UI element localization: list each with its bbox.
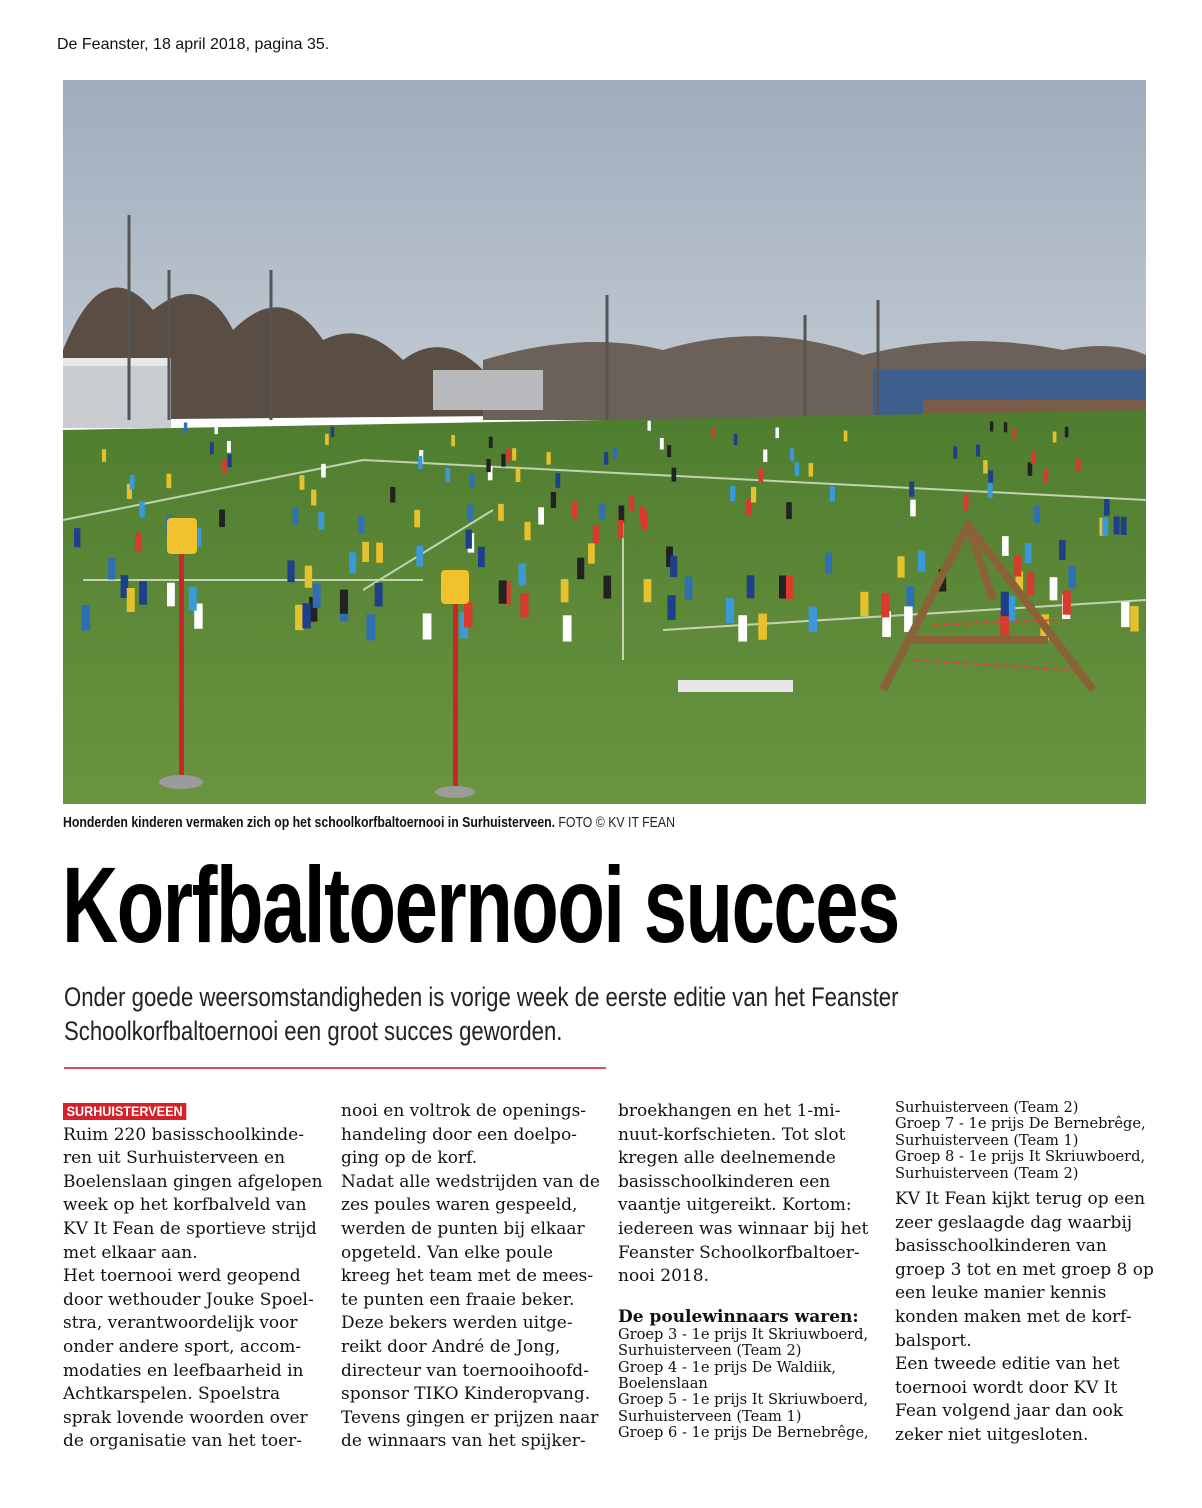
player bbox=[418, 456, 422, 469]
player bbox=[470, 474, 475, 488]
player bbox=[918, 551, 925, 572]
player bbox=[639, 507, 645, 524]
player bbox=[910, 500, 916, 517]
player bbox=[1068, 566, 1075, 588]
text-line: Fean volgend jaar dan ook bbox=[895, 1401, 1124, 1422]
player bbox=[983, 460, 987, 473]
player bbox=[790, 448, 794, 460]
player bbox=[1121, 602, 1129, 627]
text-line: week op het korfbalveld van bbox=[63, 1195, 307, 1216]
text-line: KV It Fean de sportieve strijd bbox=[63, 1218, 317, 1239]
player bbox=[1027, 572, 1035, 595]
player bbox=[184, 423, 187, 433]
player bbox=[825, 553, 832, 574]
text-line: opgeteld. Van elke poule bbox=[341, 1242, 554, 1263]
photo-caption bbox=[63, 814, 675, 831]
text-line: basisschoolkinderen van bbox=[895, 1236, 1107, 1257]
player bbox=[1114, 516, 1120, 534]
text-line: directeur van toernooihoofd- bbox=[341, 1360, 589, 1381]
column-2 bbox=[341, 1100, 603, 1454]
player bbox=[102, 449, 106, 461]
player bbox=[1053, 432, 1057, 443]
player bbox=[1065, 427, 1069, 438]
player bbox=[988, 483, 993, 498]
list-item: Surhuisterveen (Team 1) bbox=[895, 1131, 1079, 1149]
player bbox=[1031, 451, 1035, 464]
player bbox=[603, 576, 611, 599]
intro bbox=[64, 980, 899, 1048]
player bbox=[881, 593, 889, 617]
player bbox=[519, 563, 526, 585]
player bbox=[423, 613, 432, 639]
korfbal-field-photo bbox=[63, 80, 1146, 804]
player bbox=[599, 503, 605, 520]
player bbox=[963, 494, 968, 510]
player bbox=[672, 468, 677, 482]
player bbox=[588, 543, 595, 563]
player bbox=[321, 464, 326, 478]
player bbox=[763, 450, 767, 462]
text-line: stra, verantwoordelijk voor bbox=[63, 1313, 298, 1334]
player bbox=[685, 577, 693, 600]
player bbox=[300, 475, 305, 490]
text-line: Boelenslaan gingen afgelopen bbox=[63, 1171, 323, 1192]
body-text bbox=[618, 1100, 880, 1289]
player bbox=[318, 512, 324, 530]
player bbox=[953, 446, 957, 458]
player bbox=[414, 510, 420, 527]
player bbox=[486, 459, 490, 472]
player bbox=[795, 462, 800, 476]
player bbox=[844, 431, 848, 442]
player bbox=[362, 542, 369, 562]
player bbox=[726, 598, 734, 623]
player bbox=[1004, 422, 1007, 432]
player bbox=[390, 487, 395, 503]
player bbox=[1002, 536, 1009, 556]
player bbox=[466, 530, 472, 549]
list-item: Boelenslaan bbox=[618, 1374, 708, 1392]
player bbox=[375, 583, 383, 607]
player bbox=[506, 449, 510, 461]
player bbox=[1043, 469, 1048, 483]
player bbox=[215, 424, 218, 434]
list-item: Surhuisterveen (Team 1) bbox=[618, 1407, 802, 1425]
player bbox=[499, 580, 507, 603]
location-kicker: SURHUISTERVEEN bbox=[63, 1103, 186, 1120]
winners-heading: De poulewinnaars waren: bbox=[618, 1306, 859, 1327]
text-line: de organisatie van het toer- bbox=[63, 1431, 303, 1452]
text-line: Ruim 220 basisschoolkinde- bbox=[63, 1124, 304, 1145]
player bbox=[830, 486, 835, 502]
text-line: nooi en voltrok de openings- bbox=[341, 1101, 587, 1121]
text-line: handeling door een doelpo- bbox=[341, 1124, 577, 1145]
player bbox=[786, 502, 792, 519]
player bbox=[108, 558, 115, 579]
column-1 bbox=[63, 1100, 325, 1454]
player bbox=[498, 504, 504, 521]
player bbox=[758, 614, 767, 640]
player bbox=[512, 448, 516, 460]
text-line: Het toernooi werd geopend bbox=[63, 1266, 301, 1287]
headline: Korfbaltoernooi succes bbox=[62, 844, 899, 965]
player bbox=[1059, 540, 1066, 560]
player bbox=[167, 583, 175, 607]
player bbox=[376, 543, 383, 563]
list-item: Groep 7 - 1e prijs De Bernebrêge, bbox=[895, 1115, 1146, 1133]
intro-line: Schoolkorfbaltoernooi een groot succes geworden. bbox=[64, 1016, 563, 1046]
player bbox=[189, 587, 197, 611]
player bbox=[738, 615, 747, 641]
player bbox=[860, 592, 868, 616]
text-line: kregen alle deelnemende bbox=[618, 1148, 836, 1169]
player bbox=[563, 615, 572, 641]
player bbox=[1014, 555, 1021, 576]
player bbox=[751, 487, 756, 503]
player bbox=[489, 437, 493, 448]
text-line: te punten een fraaie beker. bbox=[341, 1289, 575, 1310]
player bbox=[501, 454, 505, 467]
player bbox=[629, 495, 634, 511]
body-text bbox=[895, 1188, 1157, 1448]
text-line: Tevens gingen er prijzen naar bbox=[341, 1407, 599, 1428]
player bbox=[1076, 458, 1080, 471]
text-line: vaantje uitgereikt. Kortom: bbox=[618, 1195, 852, 1216]
text-line: Een tweede editie van het bbox=[895, 1354, 1120, 1375]
player bbox=[1130, 606, 1139, 632]
intro-line: Onder goede weersomstandigheden is vorige week de eerste editie van het Feanster bbox=[64, 982, 899, 1012]
player bbox=[219, 510, 225, 527]
player bbox=[366, 614, 375, 640]
player bbox=[293, 507, 299, 524]
player bbox=[305, 566, 312, 588]
player bbox=[711, 427, 715, 438]
text-line: iedereen was winnaar bij het bbox=[618, 1218, 869, 1239]
list-item: Surhuisterveen (Team 2) bbox=[895, 1164, 1079, 1182]
text-line: modaties en leefbaarheid in bbox=[63, 1360, 304, 1381]
player bbox=[135, 533, 141, 552]
player bbox=[734, 434, 738, 445]
player bbox=[1028, 462, 1033, 476]
winners-list-continued bbox=[895, 1100, 1157, 1182]
player bbox=[1034, 506, 1040, 523]
list-item: Groep 3 - 1e prijs It Skriuwboerd, bbox=[618, 1325, 869, 1343]
player bbox=[1050, 577, 1058, 600]
player bbox=[325, 434, 329, 445]
player bbox=[809, 607, 818, 633]
player bbox=[779, 576, 787, 599]
text-line: nooi 2018. bbox=[618, 1266, 709, 1287]
list-item: Surhuisterveen (Team 2) bbox=[618, 1342, 802, 1360]
text-line: kreeg het team met de mees- bbox=[341, 1266, 594, 1287]
player bbox=[74, 528, 80, 547]
player bbox=[516, 468, 521, 482]
player bbox=[210, 442, 214, 454]
player bbox=[909, 482, 914, 497]
player bbox=[222, 460, 226, 473]
player bbox=[467, 505, 473, 522]
text-line: zeker niet uitgesloten. bbox=[895, 1424, 1089, 1445]
player bbox=[555, 473, 560, 487]
red-divider bbox=[64, 1067, 606, 1069]
sports-hall bbox=[63, 358, 171, 428]
player bbox=[775, 427, 779, 438]
player bbox=[1013, 428, 1017, 439]
player bbox=[547, 452, 551, 465]
player bbox=[520, 593, 528, 617]
text-line: ging op de korf. bbox=[341, 1148, 478, 1169]
player bbox=[897, 556, 904, 577]
player bbox=[667, 445, 671, 457]
player bbox=[302, 603, 310, 628]
player bbox=[809, 463, 814, 477]
player bbox=[478, 547, 485, 568]
player bbox=[166, 474, 171, 488]
text-line: ren uit Surhuisterveen en bbox=[63, 1148, 286, 1169]
player bbox=[445, 468, 450, 482]
list-item: Groep 8 - 1e prijs It Skriuwboerd, bbox=[895, 1148, 1146, 1166]
text-line: zeer geslaagde dag waarbij bbox=[895, 1212, 1133, 1233]
player bbox=[311, 490, 316, 506]
text-line: met elkaar aan. bbox=[63, 1242, 198, 1263]
player bbox=[1121, 517, 1127, 535]
player bbox=[127, 588, 135, 612]
player bbox=[340, 590, 348, 614]
player bbox=[670, 556, 677, 577]
player bbox=[139, 501, 145, 518]
text-line: onder andere sport, accom- bbox=[63, 1336, 302, 1357]
photo-credit: FOTO © KV IT FEAN bbox=[558, 814, 675, 831]
player bbox=[524, 522, 530, 540]
text-line: door wethouder Jouke Spoel- bbox=[63, 1289, 314, 1310]
list-item: Surhuisterveen (Team 2) bbox=[895, 1099, 1079, 1116]
player bbox=[990, 421, 993, 431]
body-text bbox=[341, 1100, 603, 1454]
text-line: de winnaars van het spijker- bbox=[341, 1431, 586, 1452]
text-line: konden maken met de korf- bbox=[895, 1307, 1132, 1327]
list-item: Groep 5 - 1e prijs It Skriuwboerd, bbox=[618, 1391, 869, 1409]
player bbox=[1025, 543, 1032, 563]
caption-text: Honderden kinderen vermaken zich op het schoolkorfbaltoernooi in Surhuisterveen. bbox=[63, 814, 556, 831]
player bbox=[604, 452, 608, 465]
player bbox=[130, 475, 135, 490]
column-4 bbox=[895, 1100, 1157, 1448]
player bbox=[786, 576, 794, 599]
text-line: sprak lovende woorden over bbox=[63, 1407, 308, 1428]
text-line: Feanster Schoolkorfbaltoer- bbox=[618, 1242, 860, 1263]
text-line: balsport. bbox=[895, 1330, 972, 1351]
player bbox=[1001, 592, 1009, 616]
text-line: Achtkarspelen. Spoelstra bbox=[63, 1384, 281, 1405]
player bbox=[287, 560, 294, 582]
player bbox=[759, 468, 764, 482]
player bbox=[359, 515, 365, 533]
player bbox=[295, 605, 303, 630]
text-line: reikt door André de Jong, bbox=[341, 1336, 561, 1357]
player bbox=[349, 552, 356, 573]
player bbox=[647, 421, 650, 431]
player bbox=[593, 525, 599, 544]
text-line: broekhangen en het 1-mi- bbox=[618, 1101, 841, 1121]
text-line: Deze bekers werden uitge- bbox=[341, 1313, 573, 1334]
player bbox=[464, 602, 472, 627]
player bbox=[577, 558, 584, 579]
list-item: Groep 6 - 1e prijs De Bernebrêge, bbox=[618, 1424, 869, 1442]
player bbox=[572, 502, 578, 519]
player bbox=[660, 438, 664, 449]
text-line: groep 3 tot en met groep 8 op bbox=[895, 1259, 1154, 1280]
player bbox=[747, 575, 755, 598]
column-3 bbox=[618, 1100, 880, 1442]
player bbox=[551, 492, 556, 508]
text-line: Nadat alle wedstrijden van de bbox=[341, 1171, 600, 1192]
player bbox=[746, 499, 752, 516]
text-line: werden de punten bij elkaar bbox=[341, 1218, 585, 1239]
player bbox=[1104, 499, 1110, 516]
text-line: KV It Fean kijkt terug op een bbox=[895, 1189, 1146, 1210]
player bbox=[976, 445, 980, 457]
player bbox=[561, 579, 569, 602]
player bbox=[1102, 517, 1108, 535]
winners-list bbox=[618, 1327, 880, 1442]
player bbox=[906, 586, 914, 610]
player bbox=[613, 448, 617, 460]
player bbox=[538, 507, 544, 524]
player bbox=[667, 595, 675, 620]
player bbox=[82, 605, 90, 630]
player bbox=[139, 581, 147, 604]
player bbox=[313, 584, 321, 608]
list-item: Groep 4 - 1e prijs De Waldiik, bbox=[618, 1358, 836, 1376]
player bbox=[227, 454, 231, 467]
player bbox=[331, 427, 335, 438]
text-line: een leuke manier kennis bbox=[895, 1283, 1107, 1304]
article-photo bbox=[63, 80, 1146, 804]
player bbox=[227, 441, 231, 453]
player bbox=[416, 546, 423, 567]
text-line: sponsor TIKO Kinderopvang. bbox=[341, 1384, 591, 1405]
table bbox=[678, 680, 793, 692]
player bbox=[730, 486, 735, 501]
player bbox=[1063, 591, 1071, 615]
text-line: zes poules waren gespeeld, bbox=[341, 1195, 578, 1216]
player bbox=[644, 579, 652, 602]
player bbox=[617, 520, 623, 538]
text-line: nuut-korfschieten. Tot slot bbox=[618, 1124, 846, 1145]
text-line: toernooi wordt door KV It bbox=[895, 1377, 1118, 1398]
player bbox=[988, 470, 993, 484]
source-line: De Feanster, 18 april 2018, pagina 35. bbox=[57, 36, 330, 53]
body-text bbox=[63, 1124, 325, 1454]
text-line: basisschoolkinderen een bbox=[618, 1171, 831, 1192]
player bbox=[451, 435, 455, 446]
